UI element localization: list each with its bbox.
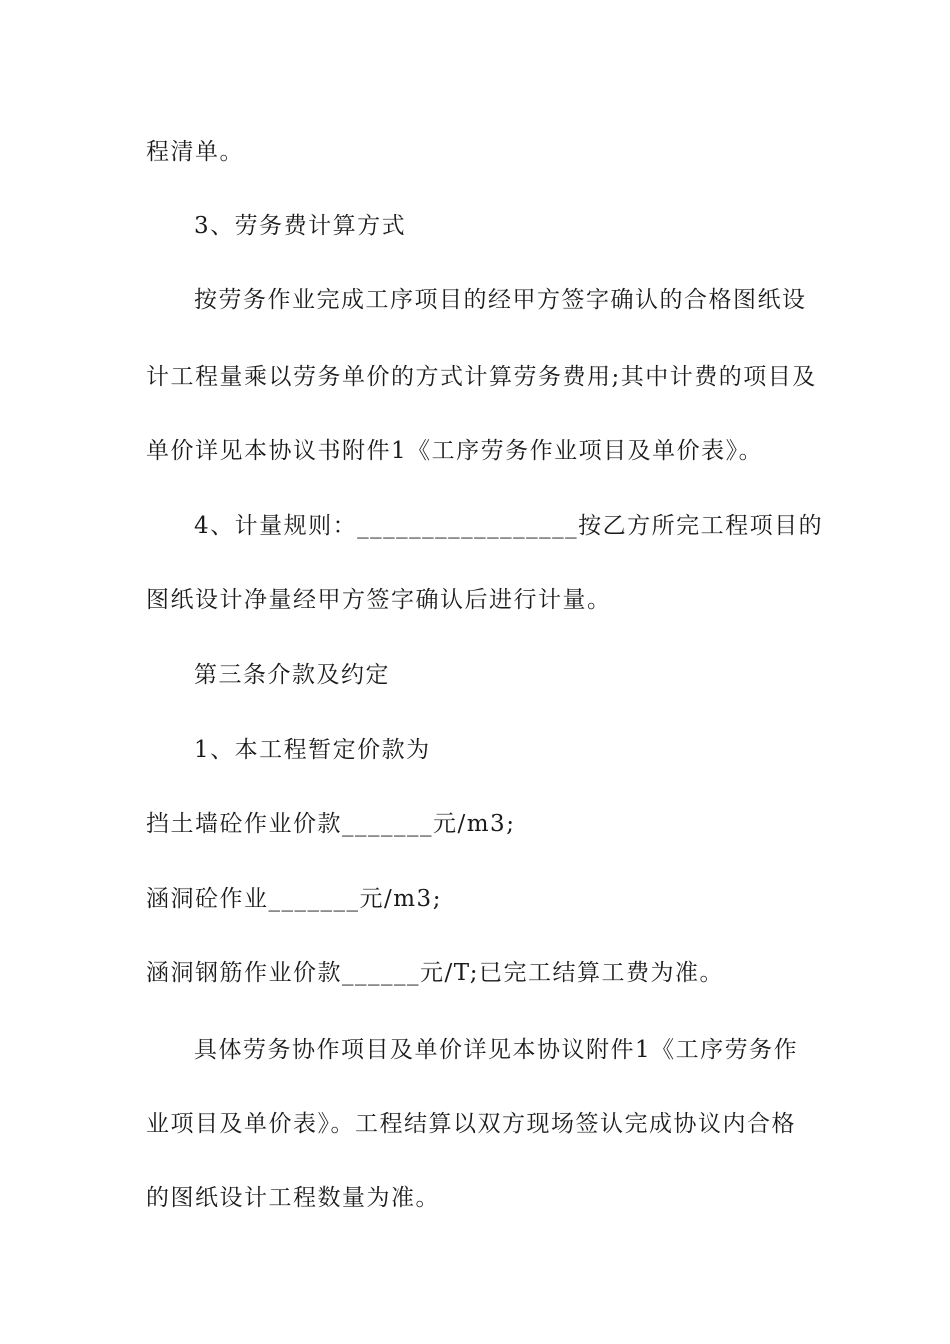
text-line: 1、本工程暂定价款为 — [194, 737, 431, 763]
section-heading: 第三条介款及约定 — [194, 662, 390, 688]
text-line: 业项目及单价表》。工程结算以双方现场签认完成协议内合格 — [146, 1111, 796, 1137]
text-line: 的图纸设计工程数量为准。 — [146, 1185, 440, 1211]
text-line: 具体劳务协作项目及单价详见本协议附件1《工序劳务作 — [194, 1037, 799, 1063]
text-line: 4、计量规则：_________________按乙方所完工程项目的 — [194, 513, 824, 539]
text-line: 单价详见本协议书附件1《工序劳务作业项目及单价表》。 — [146, 438, 764, 464]
text-line: 图纸设计净量经甲方签字确认后进行计量。 — [146, 587, 612, 613]
text-line: 计工程量乘以劳务单价的方式计算劳务费用;其中计费的项目及 — [146, 364, 817, 390]
text-line: 涵洞砼作业_______元/m3; — [146, 886, 442, 912]
text-line: 涵洞钢筋作业价款______元/T;已完工结算工费为准。 — [146, 960, 725, 986]
text-line: 挡土墙砼作业价款_______元/m3; — [146, 811, 516, 837]
text-line: 按劳务作业完成工序项目的经甲方签字确认的合格图纸设 — [194, 287, 807, 313]
text-line: 程清单。 — [146, 139, 244, 165]
section-heading: 3、劳务费计算方式 — [194, 213, 407, 239]
